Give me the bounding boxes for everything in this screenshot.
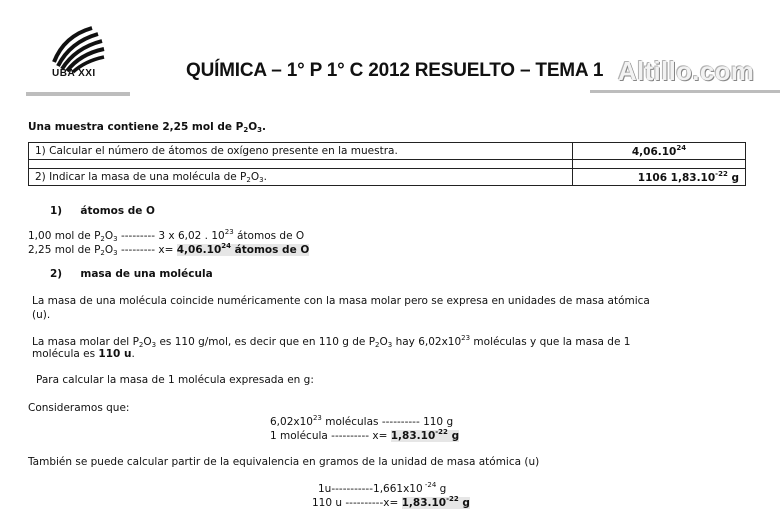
calc-line-2: 2,25 mol de $P_2O_3$ --------- $x= 4,06.10^{24}$ átomos de O: [28, 242, 310, 257]
section-2-heading: 2) masa de una molécula: [50, 268, 213, 280]
question-row-2: [29, 169, 746, 186]
ratio-line-1: $6,02x10^{23}$ moléculas ---------- 110 g: [270, 414, 454, 428]
brand-watermark: Altillo.com: [618, 56, 755, 86]
questions-table: [28, 142, 746, 186]
page-header: [0, 0, 780, 100]
answer-1: 4,06.10$^{24}$: [573, 143, 746, 160]
equiv-line-1: 1u-----------1,661x10 $^{-24}$ g: [318, 481, 447, 495]
section-1-heading: 1) átomos de O: [50, 205, 155, 217]
consider-label: Consideramos que:: [28, 402, 130, 414]
paragraph-1-line-2: (u).: [32, 309, 51, 321]
logo-text: UBA XXI: [52, 68, 96, 79]
paragraph-1-line-1: La masa de una molécula coincide numéricamente con la masa molar pero se expresa en unidades de masa atómica: [32, 295, 650, 307]
question-1: 1) Calcular el número de átomos de oxígeno presente en la muestra.: [29, 143, 573, 160]
problem-statement: Una muestra contiene 2,25 mol de $P_2O_3$.: [28, 121, 267, 134]
question-2: 2) Indicar la masa de una molécula de $P_2O_3$.: [29, 169, 573, 186]
equiv-line-2: 110 u $----------x= 1,83.10^{-22}$ g: [312, 495, 470, 509]
ratio-line-2: 1 molécula ---------- $x= 1,83.10^{-22}$ g: [270, 428, 460, 442]
header-rule-right: [590, 90, 780, 93]
answer-2: 1106 $1,83.10^{-22}$ g: [573, 169, 746, 186]
also-text: También se puede calcular partir de la equivalencia en gramos de la unidad de masa atómica (u): [28, 456, 540, 468]
calc-line-1: 1,00 mol de $P_2O_3$ --------- 3 x 6,02 . $10^{23}$ átomos de O: [28, 228, 305, 243]
paragraph-3: Para calcular la masa de 1 molécula expresada en g:: [36, 374, 314, 386]
question-row-1: [29, 143, 746, 160]
page-title: QUÍMICA – 1° P 1° C 2012 RESUELTO – TEMA 1: [186, 60, 604, 81]
paragraph-2-line-1: La masa molar del $P_2O_3$ es 110 g/mol, es decir que en 110 g de $P_2O_3$ hay $6,02x10^{23}$ moléculas y que la masa de 1: [32, 334, 631, 349]
paragraph-2-line-2: molécula es 110 u.: [32, 348, 135, 360]
header-rule-left: [26, 92, 130, 96]
